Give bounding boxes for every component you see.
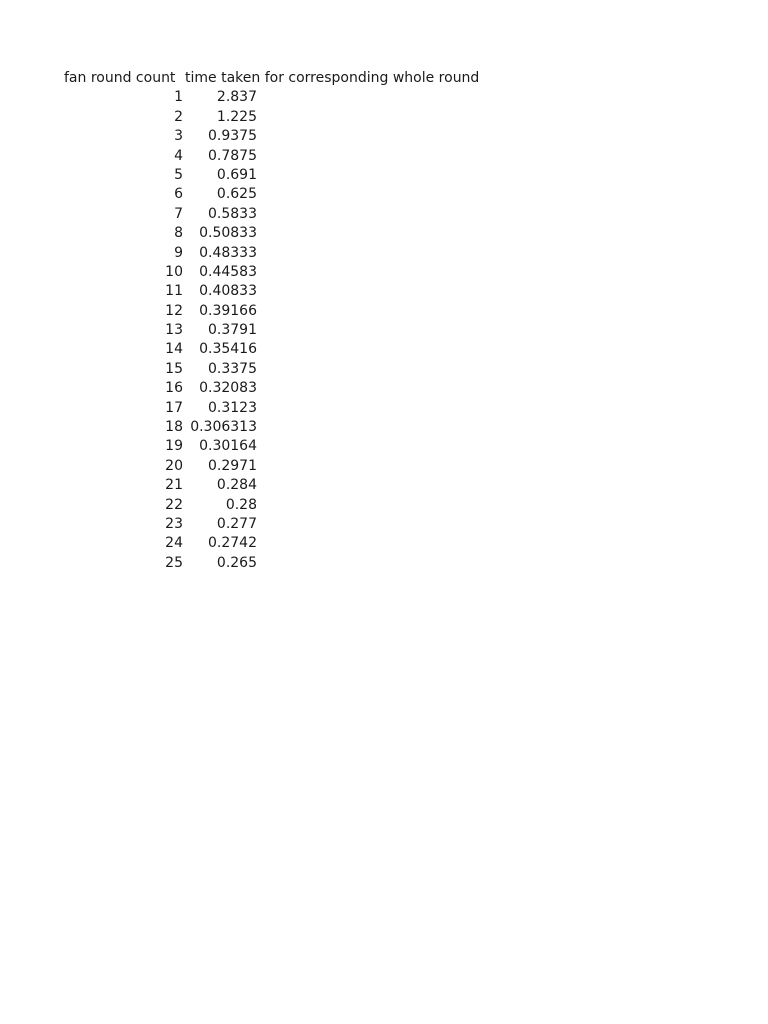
fan-round-count-cell: 9 <box>174 244 183 261</box>
time-taken-cell: 0.3791 <box>208 322 257 339</box>
fan-round-count-cell: 22 <box>165 496 183 513</box>
time-taken-cell: 2.837 <box>216 89 257 106</box>
time-taken-cell: 0.40833 <box>199 283 257 300</box>
time-taken-cell: 0.625 <box>216 186 257 203</box>
fan-round-count-cell: 10 <box>165 263 183 280</box>
fan-round-count-cell: 19 <box>165 438 183 455</box>
time-taken-cell: 0.265 <box>216 554 257 571</box>
time-taken-cell: 0.30164 <box>199 438 257 455</box>
fan-round-count-cell: 24 <box>165 535 183 552</box>
fan-round-count-cell: 18 <box>165 419 183 436</box>
time-taken-cell: 0.2742 <box>208 535 257 552</box>
fan-round-count-cell: 11 <box>165 283 183 300</box>
time-taken-cell: 0.2971 <box>208 457 257 474</box>
header-time-taken: time taken for corresponding whole round <box>185 70 480 86</box>
fan-round-count-cell: 6 <box>174 186 183 203</box>
time-taken-cell: 1.225 <box>216 108 257 125</box>
fan-round-count-cell: 25 <box>165 554 183 571</box>
time-taken-cell: 0.3375 <box>208 360 257 377</box>
time-taken-cell: 0.35416 <box>199 341 257 358</box>
header-fan-round-count: fan round count <box>64 70 176 86</box>
fan-round-count-cell: 15 <box>165 360 183 377</box>
time-taken-cell: 0.284 <box>216 477 257 494</box>
time-taken-cell: 0.28 <box>225 496 257 513</box>
fan-round-count-cell: 7 <box>174 205 183 222</box>
fan-round-count-cell: 16 <box>165 380 183 397</box>
time-taken-cell: 0.48333 <box>199 244 257 261</box>
fan-round-count-cell: 3 <box>174 128 183 145</box>
time-taken-cell: 0.39166 <box>199 302 257 319</box>
time-taken-cell: 0.3123 <box>208 399 257 416</box>
time-taken-cell: 0.5833 <box>208 205 257 222</box>
fan-round-count-cell: 5 <box>174 166 183 183</box>
fan-round-count-cell: 14 <box>165 341 183 358</box>
fan-round-count-cell: 20 <box>165 457 183 474</box>
time-taken-cell: 0.32083 <box>199 380 257 397</box>
time-taken-cell: 0.691 <box>216 166 257 183</box>
fan-round-count-cell: 21 <box>165 477 183 494</box>
fan-round-count-cell: 23 <box>165 515 183 532</box>
fan-round-count-cell: 8 <box>174 225 183 242</box>
time-taken-cell: 0.44583 <box>199 263 257 280</box>
fan-round-count-cell: 2 <box>174 108 183 125</box>
fan-round-count-cell: 1 <box>174 89 183 106</box>
time-taken-cell: 0.306313 <box>190 419 257 436</box>
fan-round-count-cell: 13 <box>165 322 183 339</box>
time-taken-cell: 0.50833 <box>199 225 257 242</box>
fan-round-count-cell: 17 <box>165 399 183 416</box>
time-taken-cell: 0.277 <box>216 515 257 532</box>
time-taken-cell: 0.7875 <box>208 147 257 164</box>
time-taken-cell: 0.9375 <box>208 128 257 145</box>
fan-round-count-cell: 12 <box>165 302 183 319</box>
fan-round-count-cell: 4 <box>174 147 183 164</box>
